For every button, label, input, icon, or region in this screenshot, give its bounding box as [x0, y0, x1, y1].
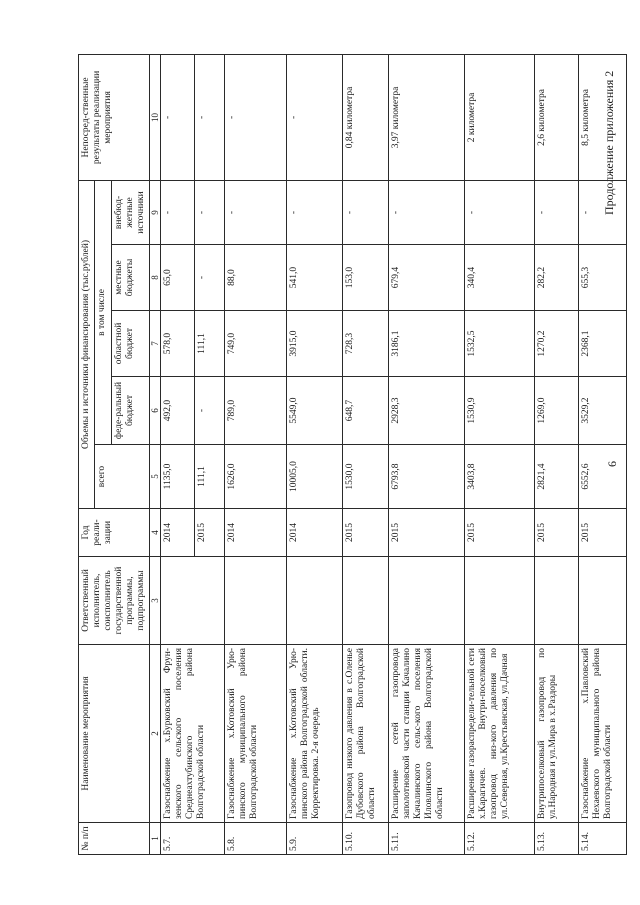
row-federal: 2928,3 [388, 377, 464, 445]
row-year: 2015 [388, 509, 464, 557]
row-extra: - [224, 180, 286, 244]
row-local: 340,4 [464, 245, 534, 311]
row-no: 5.10. [342, 823, 388, 855]
row-total: 1530,0 [342, 445, 388, 509]
row-name: Газопровод низкого давления в с.Оленье Дубовского района Волгоградской области [342, 645, 388, 823]
row-local: 679,4 [388, 245, 464, 311]
header-executor: Ответственный исполнитель, соисполнитель государственной программы, подпрограммы [79, 557, 150, 645]
colnum: 9 [149, 180, 160, 244]
table-row [578, 54, 626, 854]
row-no: 5.8. [224, 823, 286, 855]
row-local: 655,3 [578, 245, 626, 311]
row-executor [534, 557, 578, 645]
row-regional: 749,0 [224, 311, 286, 377]
row-executor [286, 557, 342, 645]
row-extra: - [286, 180, 342, 244]
row-no: 5.14. [578, 823, 626, 855]
row-name: Газоснабжение х.Котовский Урю-пинского района Волгоградской области. Корректировка. 2-я очередь [286, 645, 342, 823]
row-regional: 3186,1 [388, 311, 464, 377]
row-total: 2821,4 [534, 445, 578, 509]
row-year: 2014 [224, 509, 286, 557]
row-federal: 1530,9 [464, 377, 534, 445]
header-incl: в том числе [94, 180, 111, 444]
table-row [388, 54, 464, 854]
colnum: 7 [149, 311, 160, 377]
row-total: 6552,6 [578, 445, 626, 509]
column-number-row [149, 54, 160, 854]
header-regional: областной бюджет [111, 311, 149, 377]
header-results: Непосред-ственные результаты реализации мероприятия [79, 54, 150, 180]
row-result: - [194, 54, 224, 180]
row-year: 2015 [464, 509, 534, 557]
row-executor [464, 557, 534, 645]
row-local: 65,0 [160, 245, 194, 311]
header-no: № п/п [79, 823, 150, 855]
colnum: 10 [149, 54, 160, 180]
row-local: 282,2 [534, 245, 578, 311]
row-name: Газоснабжение х.Павловский Нехаевского муниципального района Волгоградской области [578, 645, 626, 823]
row-executor [388, 557, 464, 645]
row-no: 5.12. [464, 823, 534, 855]
row-name: Газоснабжение х.Котовский Урю-пинского муниципального района Волгоградской области [224, 645, 286, 823]
row-no: 5.11. [388, 823, 464, 855]
row-regional: 111,1 [194, 311, 224, 377]
row-extra: - [578, 180, 626, 244]
row-year: 2014 [286, 509, 342, 557]
header-total: всего [94, 445, 149, 509]
row-regional: 728,3 [342, 311, 388, 377]
funding-table [78, 54, 627, 855]
row-total: 6793,8 [388, 445, 464, 509]
row-result: 3,97 километра [388, 54, 464, 180]
header-year: Год реали-зации [79, 509, 150, 557]
row-result: 2 километра [464, 54, 534, 180]
page-number: 6 [605, 461, 619, 467]
row-local: 541,0 [286, 245, 342, 311]
colnum: 4 [149, 509, 160, 557]
row-result: 8,5 километра [578, 54, 626, 180]
colnum: 1 [149, 823, 160, 855]
row-total: 1626,0 [224, 445, 286, 509]
row-local: 153,0 [342, 245, 388, 311]
row-year: 2015 [342, 509, 388, 557]
row-total: 1135,0 [160, 445, 194, 509]
row-federal: 492,0 [160, 377, 194, 445]
row-federal: 5549,0 [286, 377, 342, 445]
table-row [286, 54, 342, 854]
row-regional: 2368,1 [578, 311, 626, 377]
colnum: 2 [149, 645, 160, 823]
row-year: 2015 [578, 509, 626, 557]
row-local: - [194, 245, 224, 311]
row-extra: - [342, 180, 388, 244]
row-federal: 789,0 [224, 377, 286, 445]
row-regional: 3915,0 [286, 311, 342, 377]
row-year: 2014 [160, 509, 194, 557]
row-result: 0,84 километра [342, 54, 388, 180]
row-federal: - [194, 377, 224, 445]
row-result: - [160, 54, 194, 180]
row-extra: - [388, 180, 464, 244]
header-name: Наименование мероприятия [79, 645, 150, 823]
header-local: местные бюджеты [111, 245, 149, 311]
row-regional: 578,0 [160, 311, 194, 377]
row-total: 111,1 [194, 445, 224, 509]
row-extra: - [464, 180, 534, 244]
colnum: 6 [149, 377, 160, 445]
row-total: 3403,8 [464, 445, 534, 509]
row-local: 88,0 [224, 245, 286, 311]
table-row [464, 54, 534, 854]
colnum: 5 [149, 445, 160, 509]
row-executor [578, 557, 626, 645]
table-row [160, 54, 194, 854]
row-executor [160, 557, 224, 645]
row-name: Внутрипоселковый газопровод по ул.Народная и ул.Мира в х.Раздоры [534, 645, 578, 823]
header-funding: Объемы и источники финансирования (тыс.рублей) [79, 180, 95, 508]
row-federal: 1269,0 [534, 377, 578, 445]
table-row [342, 54, 388, 854]
row-extra: - [194, 180, 224, 244]
row-extra: - [160, 180, 194, 244]
row-no: 5.13. [534, 823, 578, 855]
table-row [224, 54, 286, 854]
row-federal: 3529,2 [578, 377, 626, 445]
row-result: - [286, 54, 342, 180]
header-extra: внебюд-жетные источники [111, 180, 149, 244]
row-no: 5.7. [160, 823, 224, 855]
row-name: Газоснабжение х.Бурковский Фрун-зенского сельского поселения Среднеахтубинского района Волгоградской области [160, 645, 224, 823]
continuation-label: Продолжение приложения 2 [602, 70, 616, 215]
colnum: 8 [149, 245, 160, 311]
row-extra: - [534, 180, 578, 244]
row-no: 5.9. [286, 823, 342, 855]
row-result: - [224, 54, 286, 180]
row-result: 2,6 километра [534, 54, 578, 180]
row-year: 2015 [534, 509, 578, 557]
row-name: Расширение газораспредели-тельной сети х.Карагичев. Внутри-поселковый газопровод низ-кого давления по ул.Северная, ул.Крестьянская, ул.Дачная [464, 645, 534, 823]
row-executor [342, 557, 388, 645]
row-regional: 1270,2 [534, 311, 578, 377]
row-executor [224, 557, 286, 645]
colnum: 3 [149, 557, 160, 645]
table-row [534, 54, 578, 854]
row-federal: 648,7 [342, 377, 388, 445]
row-regional: 1532,5 [464, 311, 534, 377]
row-name: Расширение сетей газопровода заполотновской части станции Качалино Качалинского сельс-кого поселения Иловлинского района Волгоградской области [388, 645, 464, 823]
row-year: 2015 [194, 509, 224, 557]
header-federal: феде-ральный бюджет [111, 377, 149, 445]
row-total: 10005,0 [286, 445, 342, 509]
